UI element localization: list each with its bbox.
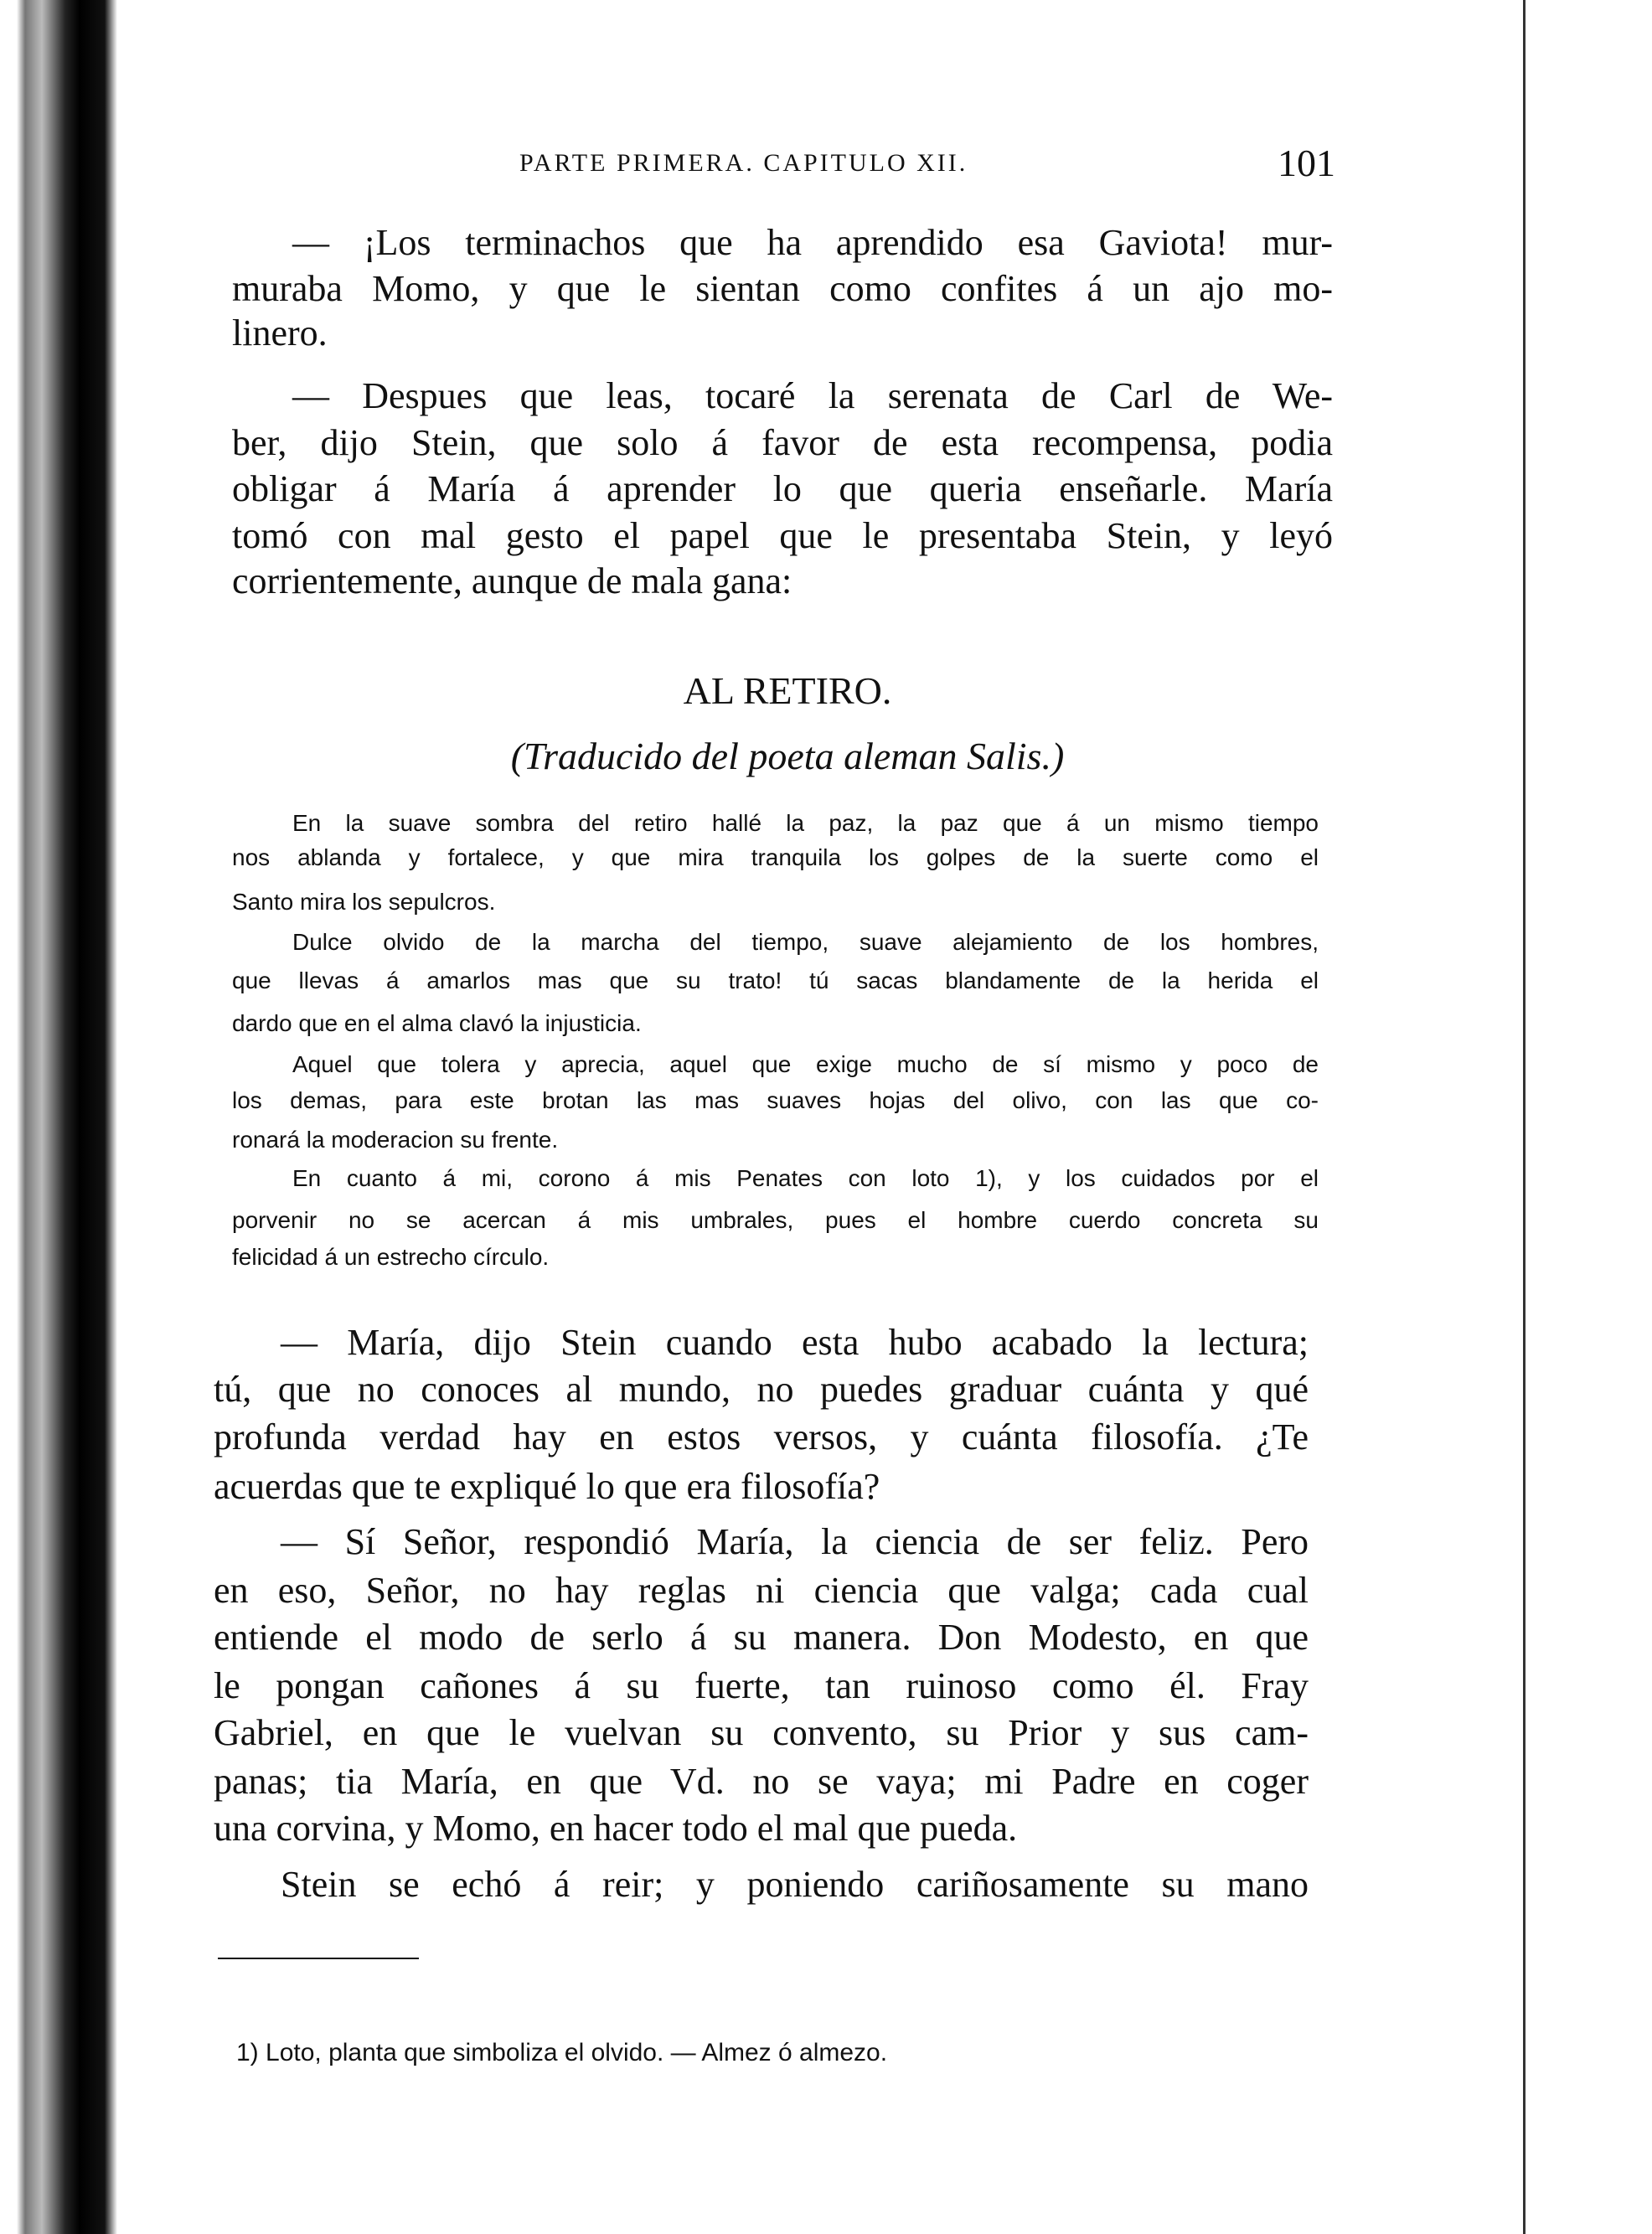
text-line: Gabriel, en que le vuelvan su convento, su Prior y sus cam- [214,1712,1309,1753]
poem-line: En la suave sombra del retiro hallé la paz, la paz que á un mismo tiempo [292,810,1319,836]
poem-line: porvenir no se acercan á mis umbrales, pues el hombre cuerdo concreta su [232,1207,1319,1233]
poem-title: AL RETIRO. [683,669,892,712]
poem-line: los demas, para este brotan las mas suaves hojas del olivo, con las que co- [232,1087,1319,1113]
poem-subtitle: (Traducido del poeta aleman Salis.) [510,735,1065,777]
poem-line: Santo mira los sepulcros. [232,889,496,915]
poem-line: dardo que en el alma clavó la injusticia. [232,1010,642,1036]
text-line: — Despues que leas, tocaré la serenata de Carl de We- [292,375,1333,416]
text-line: linero. [232,312,328,353]
text-line: obligar á María á aprender lo que queria enseñarle. María [232,468,1333,509]
text-line: una corvina, y Momo, en hacer todo el mal que pueda. [214,1808,1018,1849]
text-line: acuerdas que te expliqué lo que era filosofía? [214,1466,880,1507]
page-edge [1523,0,1526,2234]
text-line: — María, dijo Stein cuando esta hubo acabado la lectura; [281,1322,1309,1363]
text-line: en eso, Señor, no hay reglas ni ciencia que valga; cada cual [214,1570,1309,1611]
text-line: tú, que no conoces al mundo, no puedes graduar cuánta y qué [214,1369,1309,1410]
text-line: Stein se echó á reir; y poniendo cariñosamente su mano [281,1864,1309,1905]
book-binding [0,0,126,2234]
footnote-rule [218,1958,419,1959]
poem-line: Aquel que tolera y aprecia, aquel que exige mucho de sí mismo y poco de [292,1051,1319,1077]
text-line: muraba Momo, y que le sientan como confites á un ajo mo- [232,268,1333,309]
running-title: PARTE PRIMERA. CAPITULO XII. [519,149,968,177]
text-line: ber, dijo Stein, que solo á favor de esta recompensa, podia [232,422,1333,463]
poem-line: Dulce olvido de la marcha del tiempo, suave alejamiento de los hombres, [292,929,1319,955]
poem-line: felicidad á un estrecho círculo. [232,1244,550,1270]
text-line: — Sí Señor, respondió María, la ciencia de ser feliz. Pero [281,1521,1309,1562]
text-line: corrientemente, aunque de mala gana: [232,560,792,601]
poem-line: ronará la moderacion su frente. [232,1127,559,1153]
text-line: entiende el modo de serlo á su manera. Don Modesto, en que [214,1617,1309,1658]
poem-line: nos ablanda y fortalece, y que mira tranquila los golpes de la suerte como el [232,844,1319,870]
poem-line: que llevas á amarlos mas que su trato! tú sacas blandamente de la herida el [232,967,1319,993]
footnote: 1) Loto, planta que simboliza el olvido. — Almez ó almezo. [236,2039,888,2066]
text-line: tomó con mal gesto el papel que le presentaba Stein, y leyó [232,515,1333,556]
text-line: panas; tia María, en que Vd. no se vaya; mi Padre en coger [214,1761,1309,1802]
page-number: 101 [1278,142,1335,184]
text-line: profunda verdad hay en estos versos, y cuánta filosofía. ¿Te [214,1416,1309,1458]
poem-line: En cuanto á mi, corono á mis Penates con loto 1), y los cuidados por el [292,1165,1319,1191]
text-line: le pongan cañones á su fuerte, tan ruinoso como él. Fray [214,1665,1309,1706]
text-line: — ¡Los terminachos que ha aprendido esa Gaviota! mur- [292,222,1333,263]
